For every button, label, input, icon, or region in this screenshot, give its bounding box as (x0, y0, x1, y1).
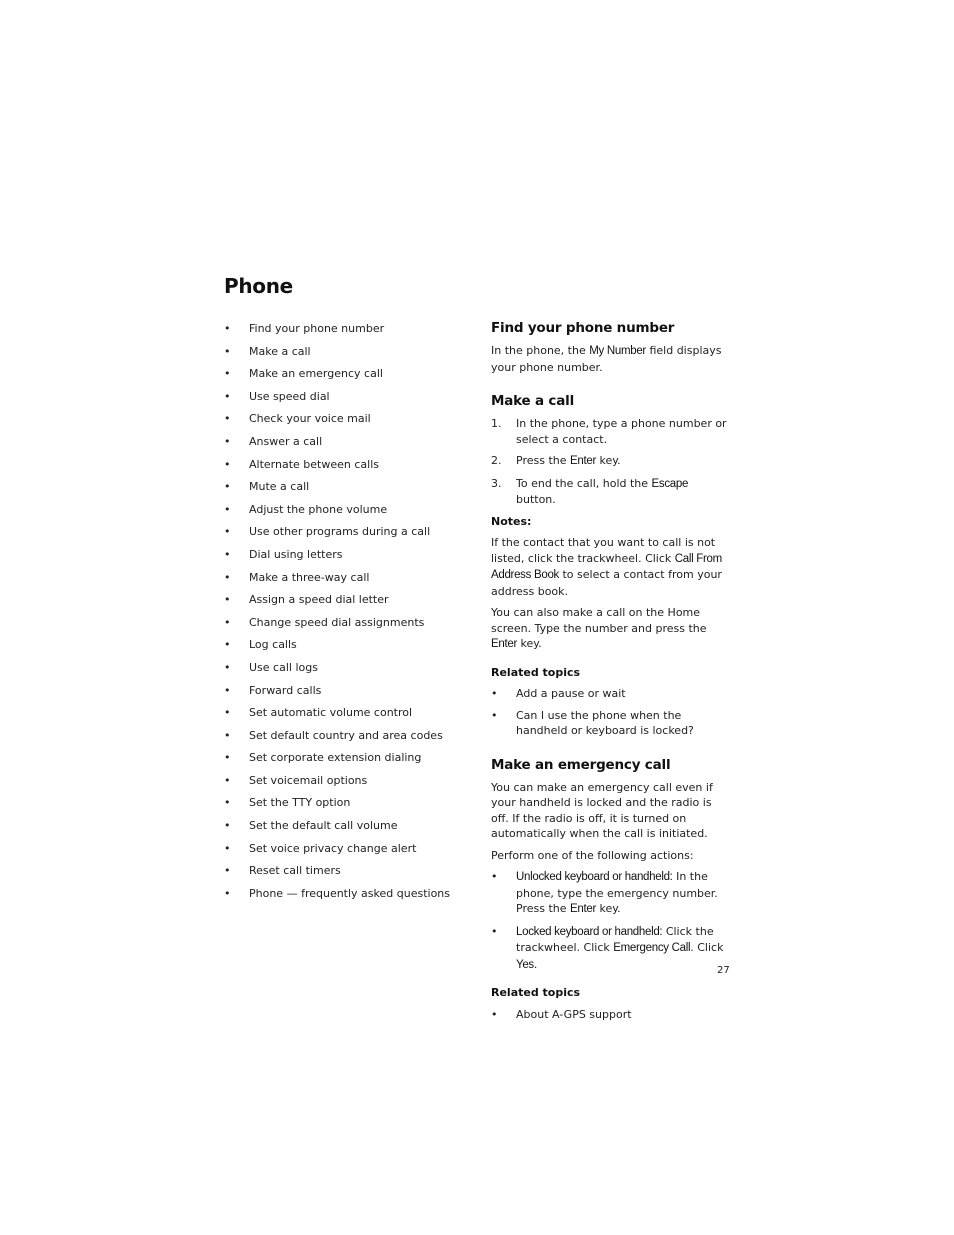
step-number: 3. (491, 476, 502, 490)
topic-list (224, 318, 464, 905)
step-item: 2. Press the Enter key. (491, 454, 621, 467)
steps-list (491, 416, 731, 508)
related-topics-list (491, 1007, 731, 1023)
notes-label: Notes: (491, 514, 532, 528)
paragraph: Perform one of the following actions: (491, 848, 694, 862)
step-item: 3. To end the call, hold the Escape button. (491, 476, 689, 506)
step-number: 1. (491, 417, 502, 430)
section-find-phone-number (491, 318, 731, 375)
ui-term: Enter (491, 638, 517, 650)
topic-link-make-call[interactable]: • Make a call (224, 341, 464, 364)
topic-link-extension-dialing[interactable]: • Set corporate extension dialing (224, 747, 464, 770)
topic-link-alternate-calls[interactable]: • Alternate between calls (224, 454, 464, 477)
topic-link-voicemail-options[interactable]: • Set voicemail options (224, 770, 464, 793)
topic-link-three-way-call[interactable]: • Make a three-way call (224, 567, 464, 590)
related-topics-label: Related topics (491, 665, 581, 679)
content-column (491, 318, 731, 1038)
topic-link-phone-faq[interactable]: • Phone — frequently asked questions (224, 883, 464, 906)
related-topic-link[interactable]: • Can I use the phone when the handheld or keyboard is locked? (491, 708, 694, 737)
topic-link-tty-option[interactable]: • Set the TTY option (224, 792, 464, 815)
topic-link-voice-mail[interactable]: • Check your voice mail (224, 408, 464, 431)
topic-link-speed-dial[interactable]: • Use speed dial (224, 386, 464, 409)
ui-term: My Number (589, 345, 646, 357)
section-heading: Make a call (491, 393, 574, 409)
topic-link-voice-privacy[interactable]: • Set voice privacy change alert (224, 838, 464, 861)
related-topic-link[interactable]: • About A-GPS support (491, 1007, 632, 1021)
topic-link-change-speed-dial[interactable]: • Change speed dial assignments (224, 612, 464, 635)
topic-link-reset-timers[interactable]: • Reset call timers (224, 860, 464, 883)
actions-list (491, 869, 731, 973)
topic-link-mute-call[interactable]: • Mute a call (224, 476, 464, 499)
ui-term: Yes (516, 958, 534, 971)
topic-link-use-call-logs[interactable]: • Use call logs (224, 657, 464, 680)
section-heading: Make an emergency call (491, 756, 671, 773)
ui-term: Call From Address Book (491, 552, 722, 581)
ui-term: Enter (570, 455, 596, 467)
ui-term: Enter (570, 903, 596, 915)
related-topic-link[interactable]: • Add a pause or wait (491, 687, 626, 700)
topic-link-phone-volume[interactable]: • Adjust the phone volume (224, 499, 464, 522)
ui-term: Locked keyboard or handheld: (516, 925, 663, 938)
ui-term: Escape (651, 477, 689, 490)
paragraph: In the phone, the My Number field displays your phone number. (491, 344, 722, 374)
topic-link-log-calls[interactable]: • Log calls (224, 634, 464, 657)
topic-link-assign-speed-dial[interactable]: • Assign a speed dial letter (224, 589, 464, 612)
topic-link-other-programs[interactable]: • Use other programs during a call (224, 521, 464, 544)
step-text: In the phone, type a phone number or select a contact. (516, 417, 727, 446)
section-emergency-call (491, 755, 731, 1023)
step-item (491, 416, 731, 447)
topic-link-auto-volume[interactable]: • Set automatic volume control (224, 702, 464, 725)
note-paragraph: You can also make a call on the Home screen. Type the number and press the Enter key. (491, 606, 707, 650)
topic-link-find-phone-number[interactable]: • Find your phone number (224, 318, 464, 341)
page-number: 27 (717, 965, 730, 976)
section-heading: Find your phone number (491, 320, 675, 336)
action-item: • Unlocked keyboard or handheld: In the phone, type the emergency number. Press the Enter key. (491, 870, 718, 915)
step-number: 2. (491, 454, 502, 467)
related-topics-label: Related topics (491, 986, 581, 999)
section-make-call (491, 391, 731, 739)
topic-link-forward-calls[interactable]: • Forward calls (224, 680, 464, 703)
topic-link-dial-letters[interactable]: • Dial using letters (224, 544, 464, 567)
topic-link-default-call-volume[interactable]: • Set the default call volume (224, 815, 464, 838)
related-topics-list (491, 686, 731, 739)
topic-link-country-area-codes[interactable]: • Set default country and area codes (224, 725, 464, 748)
topic-link-answer-call[interactable]: • Answer a call (224, 431, 464, 454)
action-item: • Locked keyboard or handheld: Click the trackwheel. Click Emergency Call. Click Yes. (491, 924, 724, 971)
ui-term: Emergency Call (613, 942, 691, 954)
paragraph: You can make an emergency call even if your handheld is locked and the radio is off. If the radio is off, it is turned on automatically when the call is initiated. (491, 780, 713, 840)
topic-link-emergency-call[interactable]: • Make an emergency call (224, 363, 464, 386)
note-paragraph: If the contact that you want to call is not listed, click the trackwheel. Click Call From Address Book to select a contact from your address book. (491, 536, 722, 598)
ui-term: Unlocked keyboard or handheld: (516, 871, 673, 883)
page-title: Phone (224, 274, 293, 298)
